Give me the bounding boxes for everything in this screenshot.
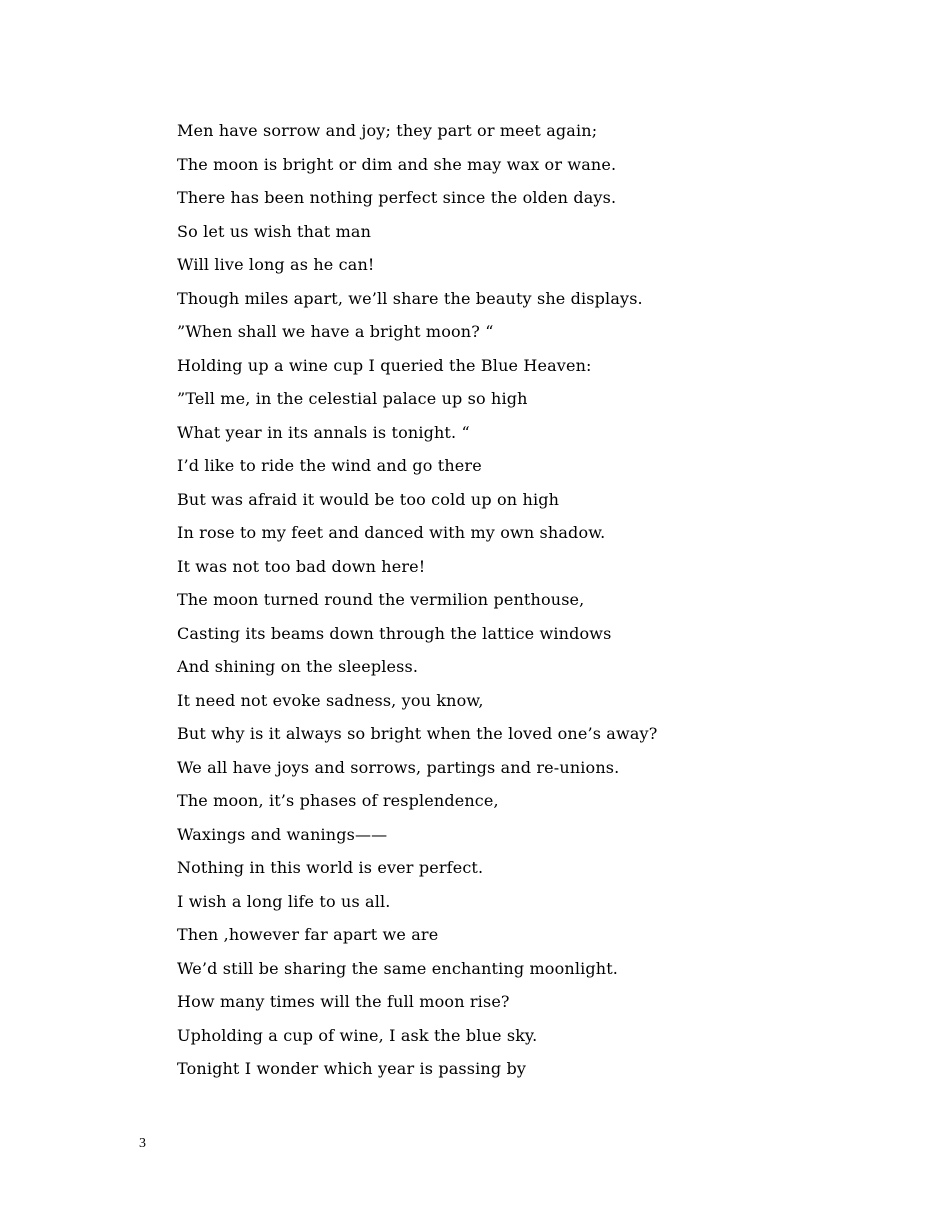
poem-line: Casting its beams down through the lattice windows xyxy=(177,623,612,643)
poem-line: Waxings and wanings—— xyxy=(177,824,388,844)
poem-line: Tonight I wonder which year is passing by xyxy=(177,1059,527,1078)
poem-line: In rose to my feet and danced with my own shadow. xyxy=(177,523,606,542)
poem-line: What year in its annals is tonight. “ xyxy=(177,422,470,442)
poem-line: Upholding a cup of wine, I ask the blue sky. xyxy=(177,1025,538,1045)
poem-line: I wish a long life to us all. xyxy=(177,891,391,911)
poem-line: ”When shall we have a bright moon? “ xyxy=(177,322,494,341)
poem-line: Then ,however far apart we are xyxy=(177,925,439,944)
poem-line: We all have joys and sorrows, partings and re-unions. xyxy=(177,757,620,777)
poem-line: Men have sorrow and joy; they part or meet again; xyxy=(177,121,598,140)
poem-line: Nothing in this world is ever perfect. xyxy=(177,858,484,877)
poem-line: Holding up a wine cup I queried the Blue Heaven: xyxy=(177,355,592,375)
poem-body xyxy=(177,118,877,1090)
poem-line: We’d still be sharing the same enchanting moonlight. xyxy=(177,958,619,978)
poem-line: The moon, it’s phases of resplendence, xyxy=(177,791,499,810)
poem-line: I’d like to ride the wind and go there xyxy=(177,456,482,475)
poem-line: So let us wish that man xyxy=(177,221,372,241)
poem-line: But was afraid it would be too cold up on high xyxy=(177,489,560,509)
poem-line: The moon is bright or dim and she may wax or wane. xyxy=(177,154,617,174)
poem-line: Though miles apart, we’ll share the beauty she displays. xyxy=(177,288,643,308)
poem-line: And shining on the sleepless. xyxy=(177,657,419,676)
poem-line: ”Tell me, in the celestial palace up so high xyxy=(177,389,528,408)
poem-line: It was not too bad down here! xyxy=(177,556,426,576)
poem-line: But why is it always so bright when the loved one’s away? xyxy=(177,724,658,743)
poem-line: It need not evoke sadness, you know, xyxy=(177,690,484,710)
poem-line: There has been nothing perfect since the olden days. xyxy=(177,188,617,207)
poem-line: Will live long as he can! xyxy=(177,255,375,274)
poem-line: The moon turned round the vermilion penthouse, xyxy=(177,590,585,609)
poem-line: How many times will the full moon rise? xyxy=(177,992,510,1011)
page-number: 3 xyxy=(139,1136,146,1151)
